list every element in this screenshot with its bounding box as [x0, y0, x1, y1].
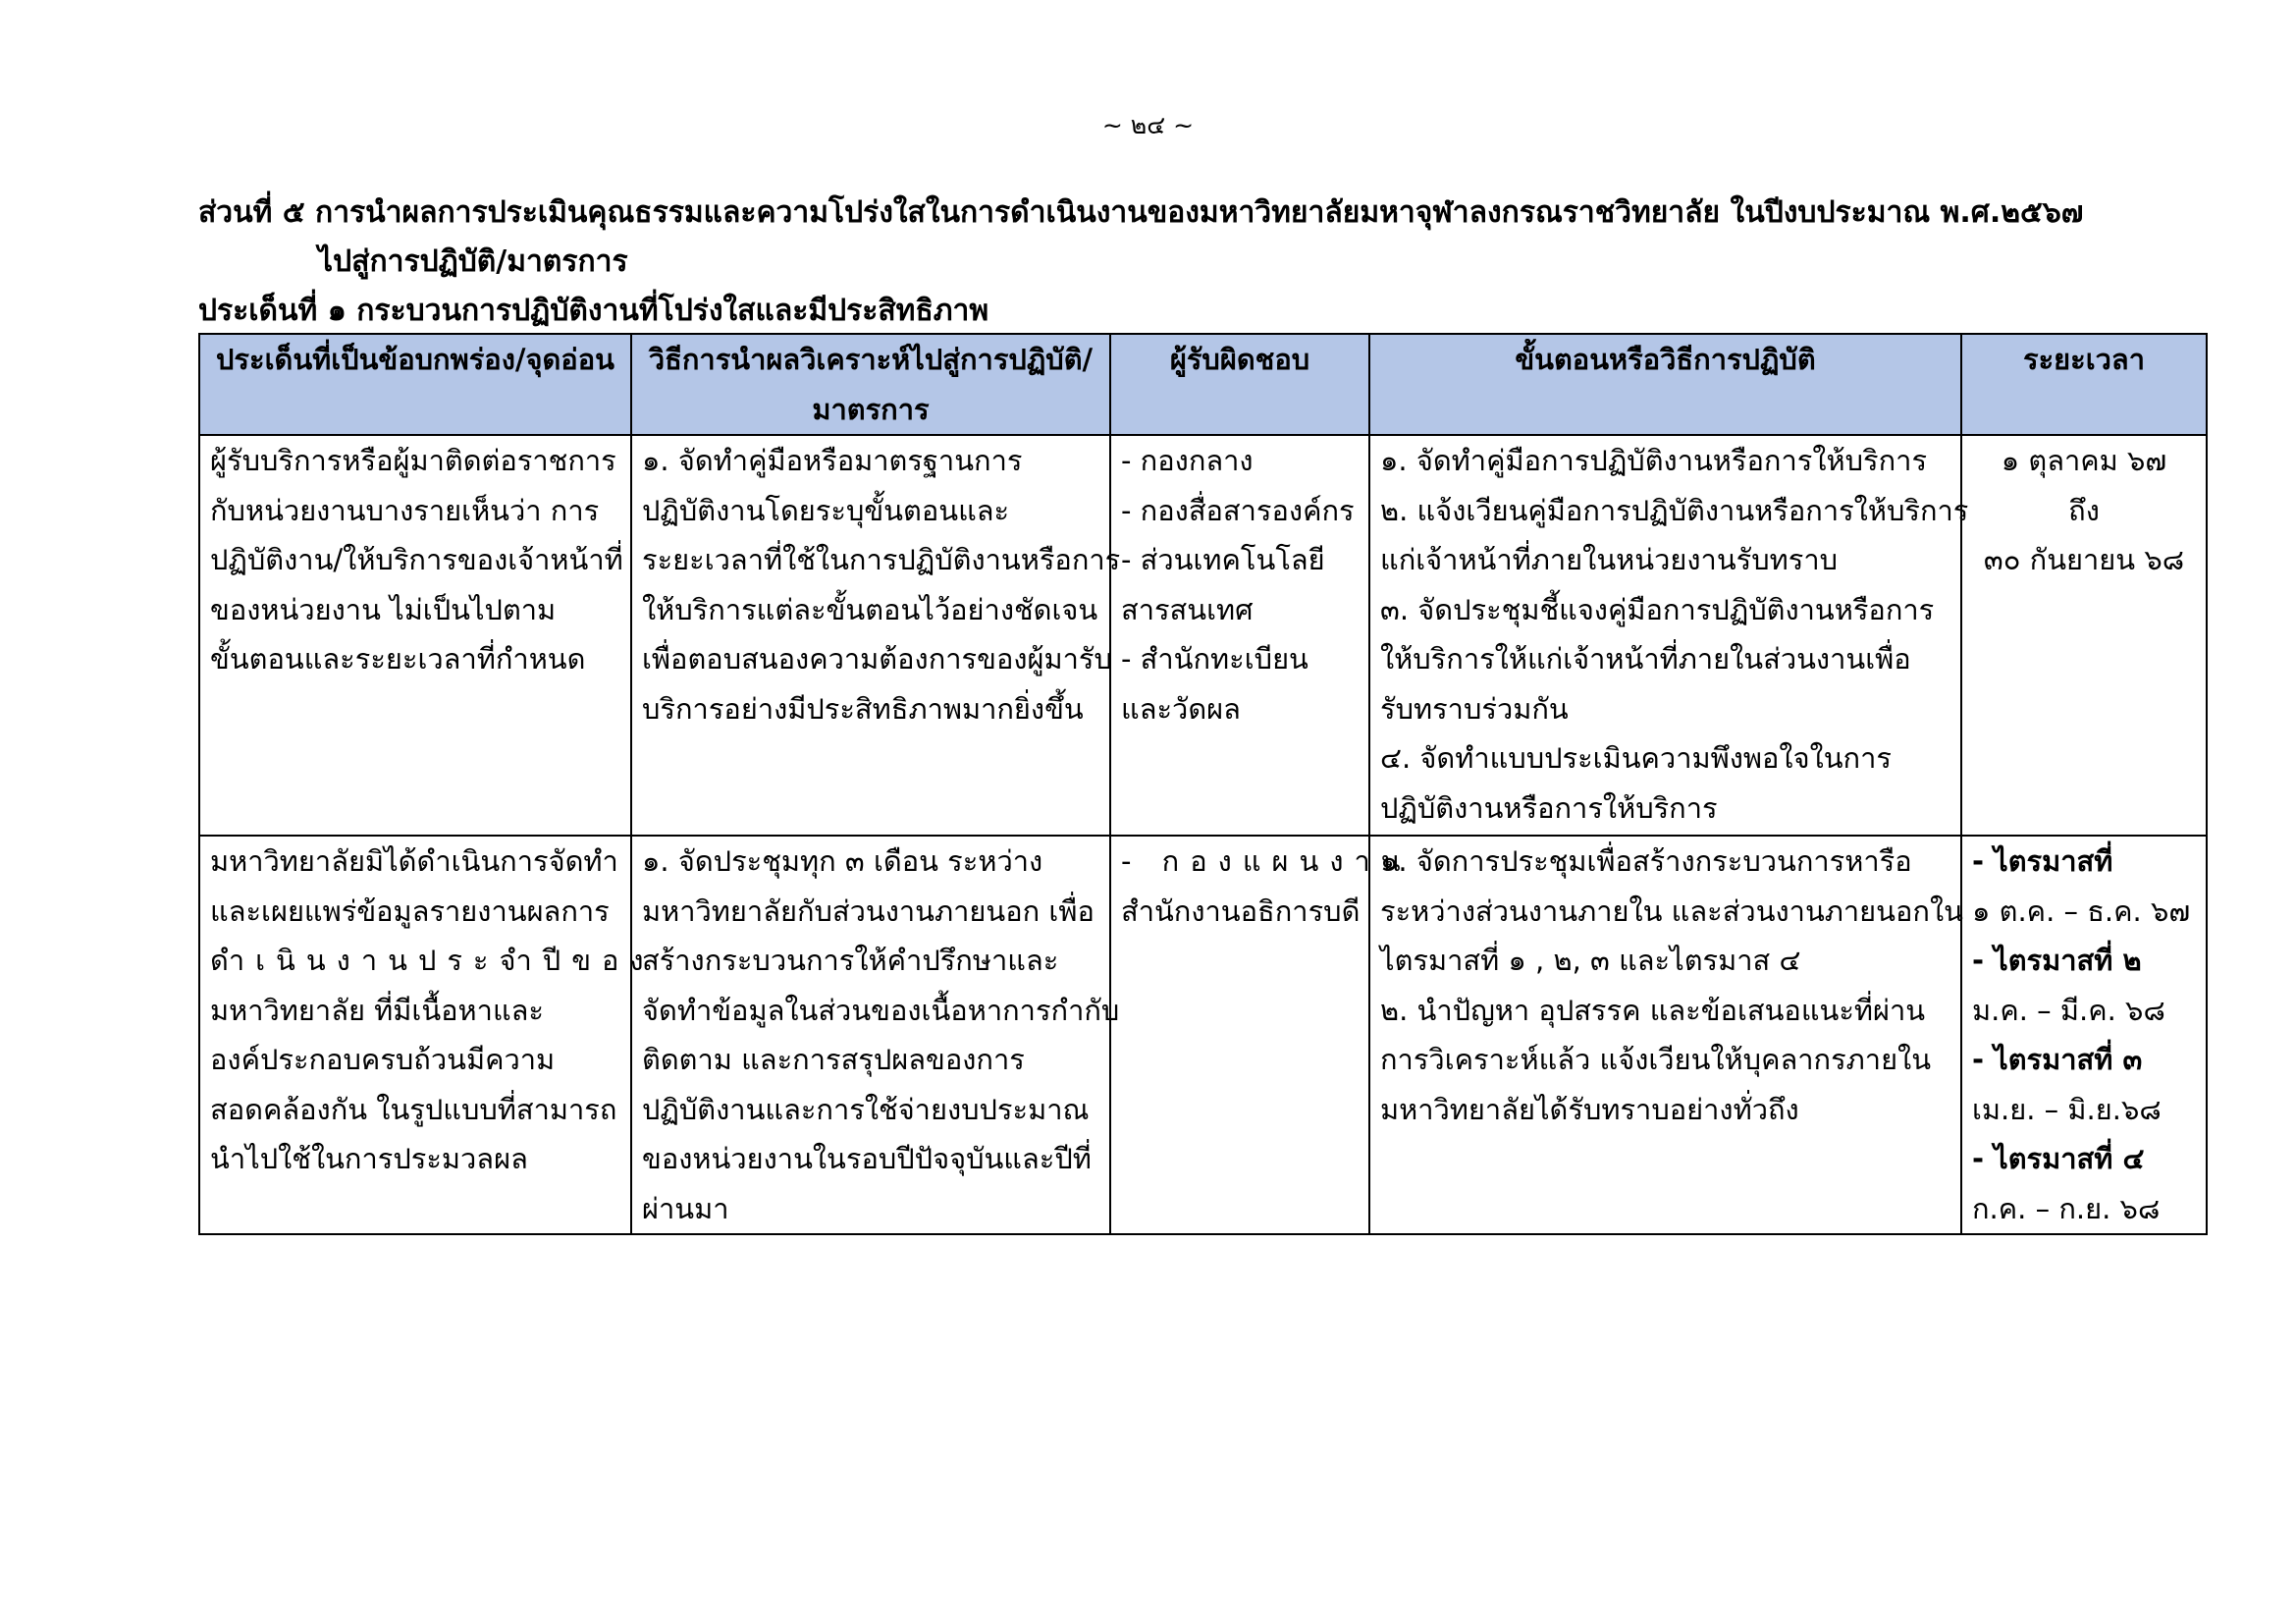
- cell-line: - กองแผนงาน: [1121, 844, 1412, 878]
- cell-line: สารสนเทศ: [1121, 592, 1254, 626]
- quarter-period: เม.ย. – มิ.ย.๖๘: [1972, 1092, 2162, 1126]
- header-method-line-1: วิธีการนำผลวิเคราะห์ไปสู่การปฏิบัติ/: [648, 343, 1094, 376]
- cell-line: ๒. แจ้งเวียนคู่มือการปฏิบัติงานหรือการให้บริการ: [1380, 493, 1969, 527]
- cell-line: ถึง: [2068, 493, 2100, 527]
- cell-line: มหาวิทยาลัยกับส่วนงานภายนอก เพื่อ: [642, 893, 1095, 928]
- cell-line: ให้บริการแต่ละขั้นตอนไว้อย่างชัดเจน: [642, 592, 1098, 626]
- cell-line: - กองสื่อสารองค์กร: [1121, 493, 1355, 527]
- cell-line: ๓๐ กันยายน ๖๘: [1983, 543, 2185, 576]
- cell-line: ไตรมาสที่ ๑ , ๒, ๓ และไตรมาส ๔: [1380, 944, 1801, 977]
- cell-line: ๒. นำปัญหา อุปสรรค และข้อเสนอแนะที่ผ่าน: [1380, 993, 1926, 1027]
- cell-line: สำนักงานอธิการบดี: [1121, 893, 1361, 928]
- cell-line: ให้บริการให้แก่เจ้าหน้าที่ภายในส่วนงานเพื่อ: [1380, 642, 1911, 676]
- cell-steps: [1369, 836, 1961, 1234]
- cell-line: นำไปใช้ในการประมวลผล: [210, 1142, 528, 1175]
- cell-line: กับหน่วยงานบางรายเห็นว่า การ: [210, 493, 600, 527]
- cell-line: ๑. จัดทำคู่มือหรือมาตรฐานการ: [642, 444, 1023, 477]
- quarter-label: - ไตรมาสที่ ๒: [1972, 944, 2142, 977]
- header-responsible: ผู้รับผิดชอบ: [1110, 334, 1369, 435]
- cell-line: และเผยแพร่ข้อมูลรายงานผลการ: [210, 893, 610, 928]
- cell-line: ผู้รับบริการหรือผู้มาติดต่อราชการ: [210, 444, 616, 477]
- quarter-label: - ไตรมาสที่ ๔: [1972, 1142, 2145, 1175]
- table-row: [199, 435, 2207, 836]
- cell-line: ปฏิบัติงาน/ให้บริการของเจ้าหน้าที่: [210, 543, 623, 576]
- cell-line: ๑ ตุลาคม ๖๗: [2001, 444, 2167, 477]
- cell-line: ปฏิบัติงานและการใช้จ่ายงบประมาณ: [642, 1092, 1090, 1126]
- cell-line: การวิเคราะห์แล้ว แจ้งเวียนให้บุคลากรภายใน: [1380, 1043, 1932, 1076]
- cell-method: [631, 435, 1121, 836]
- issue-heading: ประเด็นที่ ๑ กระบวนการปฏิบัติงานที่โปร่งใสและมีประสิทธิภาพ: [198, 294, 989, 328]
- section-heading-line-1: ส่วนที่ ๕ การนำผลการประเมินคุณธรรมและความโปร่งใสในการดำเนินงานของมหาวิทยาลัยมหาจุฬาลงกรณราชวิทยาลัย ในปีงบประมาณ พ.ศ.๒๕๖๗: [198, 195, 2084, 230]
- cell-line: มหาวิทยาลัย ที่มีเนื้อหาและ: [210, 993, 544, 1027]
- section-heading-line-2: ไปสู่การปฏิบัติ/มาตรการ: [318, 244, 628, 279]
- cell-line: สอดคล้องกัน ในรูปแบบที่สามารถ: [210, 1092, 617, 1126]
- page-number: ~ ๒๔ ~: [1101, 111, 1195, 139]
- cell-weakness: [199, 836, 655, 1234]
- cell-line: จัดทำข้อมูลในส่วนของเนื้อหาการกำกับ: [642, 993, 1120, 1027]
- cell-line: องค์ประกอบครบถ้วนมีความ: [210, 1043, 556, 1076]
- cell-line: ของหน่วยงาน ไม่เป็นไปตาม: [210, 592, 557, 626]
- cell-line: ปฏิบัติงานหรือการให้บริการ: [1380, 790, 1718, 825]
- cell-responsible: [1110, 435, 1369, 836]
- cell-line: ปฏิบัติงานโดยระบุขั้นตอนและ: [642, 493, 1010, 527]
- cell-line: ของหน่วยงานในรอบปีปัจจุบันและปีที่: [642, 1142, 1092, 1175]
- cell-line: ๑. จัดการประชุมเพื่อสร้างกระบวนการหารือ: [1380, 844, 1912, 878]
- cell-timeframe: [1961, 836, 2207, 1234]
- header-method: [631, 334, 1110, 435]
- cell-steps: [1369, 435, 1969, 836]
- cell-line: ติดตาม และการสรุปผลของการ: [642, 1043, 1025, 1076]
- quarter-period: ก.ค. – ก.ย. ๖๘: [1972, 1191, 2161, 1225]
- cell-method: [631, 836, 1120, 1234]
- section-heading: [198, 189, 2211, 287]
- cell-line: - ส่วนเทคโนโลยี: [1121, 543, 1325, 576]
- cell-line: ดำเนินงานประจำปีของ: [210, 944, 655, 977]
- cell-line: ๑. จัดประชุมทุก ๓ เดือน ระหว่าง: [642, 844, 1043, 878]
- header-weakness: ประเด็นที่เป็นข้อบกพร่อง/จุดอ่อน: [199, 334, 631, 435]
- cell-timeframe: [1961, 435, 2207, 836]
- table-header-row: [199, 334, 2207, 435]
- cell-line: ผ่านมา: [642, 1191, 729, 1225]
- cell-line: มหาวิทยาลัยได้รับทราบอย่างทั่วถึง: [1380, 1092, 1799, 1126]
- cell-line: แก่เจ้าหน้าที่ภายในหน่วยงานรับทราบ: [1380, 543, 1839, 576]
- cell-line: ขั้นตอนและระยะเวลาที่กำหนด: [210, 642, 586, 676]
- quarter-label: - ไตรมาสที่: [1972, 844, 2113, 878]
- cell-responsible: [1110, 836, 1412, 1234]
- cell-line: ๓. จัดประชุมชี้แจงคู่มือการปฏิบัติงานหรือการ: [1380, 592, 1935, 626]
- cell-line: ๑. จัดทำคู่มือการปฏิบัติงานหรือการให้บริการ: [1380, 444, 1928, 477]
- header-method-line-2: มาตรการ: [812, 392, 930, 426]
- action-plan-table: [198, 333, 2208, 1235]
- cell-line: - กองกลาง: [1121, 444, 1254, 477]
- cell-line: รับทราบร่วมกัน: [1380, 691, 1569, 726]
- cell-line: และวัดผล: [1121, 691, 1241, 726]
- cell-line: ระหว่างส่วนงานภายใน และส่วนงานภายนอกใน: [1380, 893, 1963, 928]
- header-timeframe: ระยะเวลา: [1961, 334, 2207, 435]
- cell-line: สร้างกระบวนการให้คำปรึกษาและ: [642, 944, 1059, 977]
- quarter-period: ๑ ต.ค. – ธ.ค. ๖๗: [1972, 893, 2191, 928]
- header-steps: ขั้นตอนหรือวิธีการปฏิบัติ: [1369, 334, 1961, 435]
- cell-line: บริการอย่างมีประสิทธิภาพมากยิ่งขึ้น: [642, 691, 1084, 726]
- table-row: [199, 836, 2207, 1234]
- quarter-label: - ไตรมาสที่ ๓: [1972, 1043, 2143, 1076]
- cell-line: ๔. จัดทำแบบประเมินความพึงพอใจในการ: [1380, 741, 1892, 775]
- cell-line: - สำนักทะเบียน: [1121, 642, 1308, 676]
- cell-line: เพื่อตอบสนองความต้องการของผู้มารับ: [642, 642, 1112, 676]
- quarter-period: ม.ค. – มี.ค. ๖๘: [1972, 993, 2165, 1027]
- cell-weakness: [199, 435, 631, 836]
- cell-line: ระยะเวลาที่ใช้ในการปฏิบัติงานหรือการ: [642, 543, 1121, 576]
- cell-line: มหาวิทยาลัยมิได้ดำเนินการจัดทำ: [210, 844, 618, 878]
